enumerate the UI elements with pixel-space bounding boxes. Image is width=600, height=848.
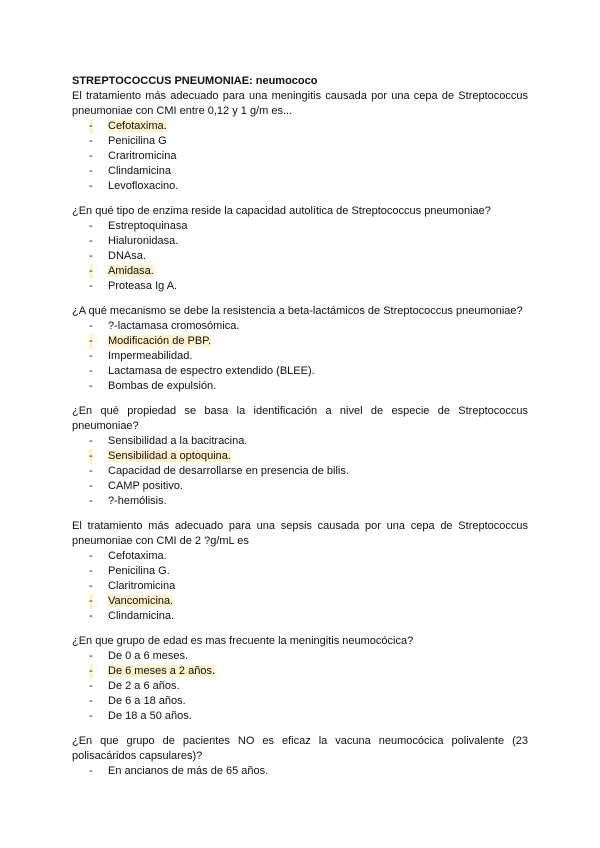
answer-options xyxy=(72,219,528,294)
answer-option-text: Estreptoquinasa xyxy=(108,220,188,232)
answer-option-correct xyxy=(72,594,528,609)
bullet-dash-icon: - xyxy=(89,650,93,662)
answer-option-correct xyxy=(72,119,528,134)
answer-option xyxy=(72,579,528,594)
bullet-dash-icon: - xyxy=(89,550,93,562)
answer-option xyxy=(72,709,528,724)
answer-option-text: CAMP positivo. xyxy=(108,480,183,492)
answer-options xyxy=(72,764,528,779)
answer-option xyxy=(72,479,528,494)
document-heading: STREPTOCOCCUS PNEUMONIAE: neumococo xyxy=(72,75,318,87)
question-block xyxy=(72,404,528,509)
bullet-dash-icon: - xyxy=(89,280,93,292)
answer-option-text: Penicilina G xyxy=(108,135,167,147)
question-block xyxy=(72,304,528,394)
answer-option-text: Vancomicina. xyxy=(108,595,174,607)
bullet-dash-icon: - xyxy=(89,380,93,392)
answer-option-text: Penicilina G. xyxy=(108,565,170,577)
answer-option-text: Impermeabilidad. xyxy=(108,350,193,362)
answer-option xyxy=(72,279,528,294)
answer-option xyxy=(72,249,528,264)
bullet-dash-icon: - xyxy=(89,480,93,492)
answer-option-text: DNAsa. xyxy=(108,250,146,262)
answer-option-text: Cefotaxima. xyxy=(108,120,167,132)
question-text: El tratamiento más adecuado para una meningitis causada por una cepa de Streptococcus pneumoniae con CMI entre 0,12 y 1 g/m es... xyxy=(72,90,528,117)
answer-option xyxy=(72,649,528,664)
question-text: ¿En que grupo de pacientes NO es eficaz la vacuna neumocócica polivalente (23 polisacáridos capsulares)? xyxy=(72,735,528,762)
answer-option xyxy=(72,564,528,579)
question-list xyxy=(72,89,528,779)
bullet-dash-icon: - xyxy=(89,580,93,592)
answer-option xyxy=(72,764,528,779)
answer-option-text: De 0 a 6 meses. xyxy=(108,650,189,662)
question-text: ¿A qué mecanismo se debe la resistencia a beta-lactámicos de Streptococcus pneumoniae? xyxy=(72,305,523,317)
bullet-dash-icon: - xyxy=(89,165,93,177)
answer-option xyxy=(72,609,528,624)
answer-option xyxy=(72,679,528,694)
bullet-dash-icon: - xyxy=(89,765,93,777)
answer-option xyxy=(72,234,528,249)
answer-options xyxy=(72,649,528,724)
answer-options xyxy=(72,549,528,624)
bullet-dash-icon: - xyxy=(89,120,93,132)
answer-option xyxy=(72,349,528,364)
answer-option-text: Amidasa. xyxy=(108,265,154,277)
bullet-dash-icon: - xyxy=(89,665,93,677)
answer-option-text: De 6 meses a 2 años. xyxy=(108,665,216,677)
question-block xyxy=(72,734,528,779)
answer-option-text: Modificación de PBP. xyxy=(108,335,212,347)
answer-option xyxy=(72,164,528,179)
answer-option xyxy=(72,149,528,164)
bullet-dash-icon: - xyxy=(89,150,93,162)
answer-options xyxy=(72,434,528,509)
bullet-dash-icon: - xyxy=(89,710,93,722)
bullet-dash-icon: - xyxy=(89,365,93,377)
question-text: El tratamiento más adecuado para una sepsis causada por una cepa de Streptococcus pneumoniae con CMI de 2 ?g/mL es xyxy=(72,520,528,547)
answer-option xyxy=(72,179,528,194)
answer-option-text: Craritromicina xyxy=(108,150,177,162)
answer-option-text: Hialuronidasa. xyxy=(108,235,179,247)
question-text: ¿En qué tipo de enzima reside la capacidad autolítica de Streptococcus pneumoniae? xyxy=(72,205,491,217)
answer-option-correct xyxy=(72,334,528,349)
answer-option-correct xyxy=(72,449,528,464)
answer-option xyxy=(72,494,528,509)
answer-options xyxy=(72,119,528,194)
bullet-dash-icon: - xyxy=(89,495,93,507)
bullet-dash-icon: - xyxy=(89,435,93,447)
answer-option-text: Clindamicina. xyxy=(108,610,175,622)
bullet-dash-icon: - xyxy=(89,180,93,192)
answer-option-text: ?-lactamasa cromosómica. xyxy=(108,320,240,332)
answer-option xyxy=(72,319,528,334)
bullet-dash-icon: - xyxy=(89,235,93,247)
answer-option-text: Capacidad de desarrollarse en presencia de bilis. xyxy=(108,465,349,477)
bullet-dash-icon: - xyxy=(89,265,93,277)
answer-option xyxy=(72,219,528,234)
bullet-dash-icon: - xyxy=(89,680,93,692)
answer-option-text: Bombas de expulsión. xyxy=(108,380,217,392)
question-block xyxy=(72,204,528,294)
answer-option-text: De 2 a 6 años. xyxy=(108,680,180,692)
answer-option-text: Proteasa Ig A. xyxy=(108,280,178,292)
question-text: ¿En que grupo de edad es mas frecuente la meningitis neumocócica? xyxy=(72,635,414,647)
bullet-dash-icon: - xyxy=(89,320,93,332)
answer-option-text: Cefotaxima. xyxy=(108,550,167,562)
document-page xyxy=(72,74,528,789)
answer-option xyxy=(72,464,528,479)
question-block xyxy=(72,89,528,194)
bullet-dash-icon: - xyxy=(89,610,93,622)
bullet-dash-icon: - xyxy=(89,335,93,347)
answer-option xyxy=(72,364,528,379)
bullet-dash-icon: - xyxy=(89,350,93,362)
answer-option-text: ?-hemólisis. xyxy=(108,495,167,507)
answer-option-text: Lactamasa de espectro extendido (BLEE). xyxy=(108,365,315,377)
bullet-dash-icon: - xyxy=(89,220,93,232)
answer-option-text: De 6 a 18 años. xyxy=(108,695,186,707)
answer-option-correct xyxy=(72,264,528,279)
answer-option xyxy=(72,434,528,449)
bullet-dash-icon: - xyxy=(89,565,93,577)
question-block xyxy=(72,519,528,624)
bullet-dash-icon: - xyxy=(89,250,93,262)
bullet-dash-icon: - xyxy=(89,695,93,707)
answer-option-text: Levofloxacino. xyxy=(108,180,179,192)
bullet-dash-icon: - xyxy=(89,135,93,147)
answer-option-text: En ancianos de más de 65 años. xyxy=(108,765,269,777)
bullet-dash-icon: - xyxy=(89,465,93,477)
answer-option xyxy=(72,694,528,709)
answer-option xyxy=(72,379,528,394)
answer-option-correct xyxy=(72,664,528,679)
answer-option-text: Clindamicina xyxy=(108,165,171,177)
answer-options xyxy=(72,319,528,394)
bullet-dash-icon: - xyxy=(89,450,93,462)
answer-option-text: Sensibilidad a optoquina. xyxy=(108,450,231,462)
answer-option-text: Sensibilidad a la bacitracina. xyxy=(108,435,248,447)
answer-option xyxy=(72,549,528,564)
answer-option-text: De 18 a 50 años. xyxy=(108,710,192,722)
answer-option-text: Claritromicina xyxy=(108,580,176,592)
question-text: ¿En qué propiedad se basa la identificación a nivel de especie de Streptococcus pneumoniae? xyxy=(72,405,528,432)
question-block xyxy=(72,634,528,724)
answer-option xyxy=(72,134,528,149)
bullet-dash-icon: - xyxy=(89,595,93,607)
